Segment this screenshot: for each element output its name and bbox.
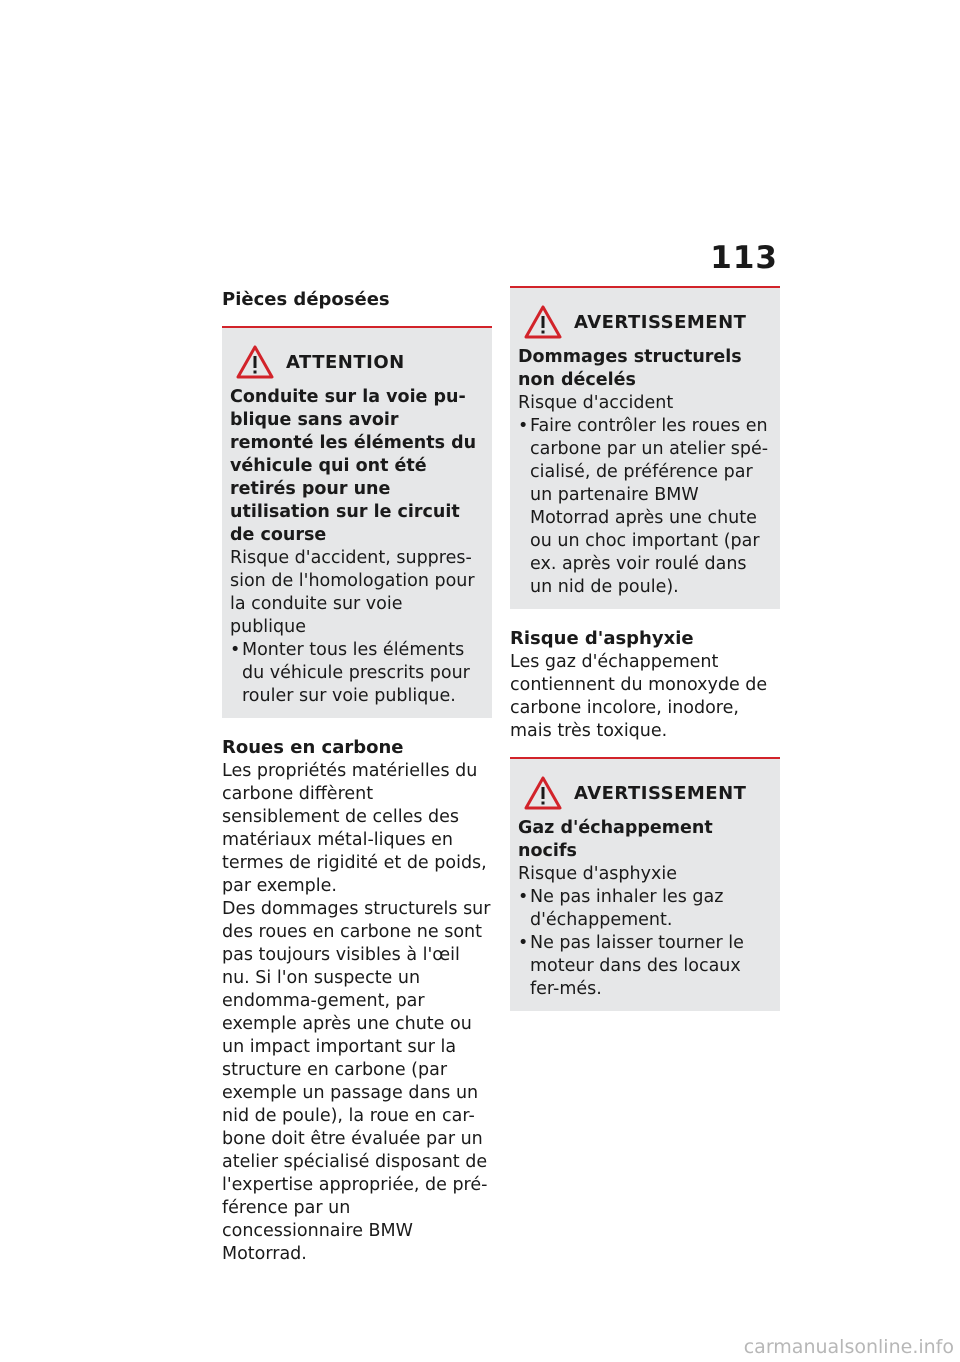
section-title-pieces-deposees: Pièces déposées — [222, 289, 390, 310]
attention-box — [222, 326, 492, 718]
warning-bullets — [518, 415, 772, 599]
section-title-roues-carbone: Roues en carbone — [222, 737, 404, 758]
attention-title: ATTENTION — [286, 351, 405, 373]
paragraph: Des dommages structurels sur des roues en carbone ne sont pas toujours visibles à l'œil nu. Si l'on suspecte un endomma-gement, par exemple après une chute ou un impact important sur la structure en carbone (par exemple un passage dans un nid de poule), la roue en car-bone doit être évaluée par un atelier spécialisé disposant de l'expertise appropriée, de pré-férence par un concessionnaire BMW Motorrad. — [222, 899, 491, 1264]
paragraph: Les propriétés matérielles du carbone diffèrent sensiblement de celles des matériaux métal-liques en termes de rigidité et de poids, par exemple. — [222, 761, 487, 896]
list-item: • Monter tous les éléments du véhicule prescrits pour rouler sur voie publique. — [230, 639, 484, 708]
warning-title: AVERTISSEMENT — [574, 311, 747, 333]
list-item: • Faire contrôler les roues en carbone par un atelier spé-cialisé, de préférence par un partenaire BMW Motorrad après une chute ou un choc important (par ex. après voir roulé dans un nid de poule). — [518, 415, 772, 599]
attention-subtitle: Conduite sur la voie pu-blique sans avoir remonté les éléments du véhicule qui ont été retirés pour une utilisation sur le circuit de course — [230, 387, 477, 545]
paragraph: Les gaz d'échappement contiennent du monoxyde de carbone incolore, inodore, mais très toxique. — [510, 652, 768, 741]
warning-risk: Risque d'asphyxie — [518, 864, 677, 884]
warning-header — [518, 302, 772, 342]
warning-triangle-icon — [236, 345, 274, 379]
attention-risk: Risque d'accident, suppres-sion de l'homologation pour la conduite sur voie publique — [230, 548, 475, 637]
warning-title: AVERTISSEMENT — [574, 782, 747, 804]
right-column — [510, 286, 780, 1011]
list-item: • Ne pas inhaler les gaz d'échappement. — [518, 886, 772, 932]
warning-triangle-icon — [524, 305, 562, 339]
warning-box-structural — [510, 286, 780, 609]
attention-header — [230, 342, 484, 382]
warning-bullets — [518, 886, 772, 1001]
list-item: • Ne pas laisser tourner le moteur dans des locaux fer-més. — [518, 932, 772, 1001]
section-title-asphyxie: Risque d'asphyxie — [510, 628, 694, 649]
attention-bullets — [230, 639, 484, 708]
page-number: 113 — [710, 240, 778, 276]
left-column — [222, 288, 492, 1266]
warning-header — [518, 773, 772, 813]
watermark: carmanualsonline.info — [743, 1336, 954, 1358]
warning-subtitle: Dommages structurels non décelés — [518, 347, 742, 390]
warning-risk: Risque d'accident — [518, 393, 674, 413]
warning-triangle-icon — [524, 776, 562, 810]
warning-box-exhaust — [510, 757, 780, 1011]
warning-subtitle: Gaz d'échappement nocifs — [518, 818, 713, 861]
